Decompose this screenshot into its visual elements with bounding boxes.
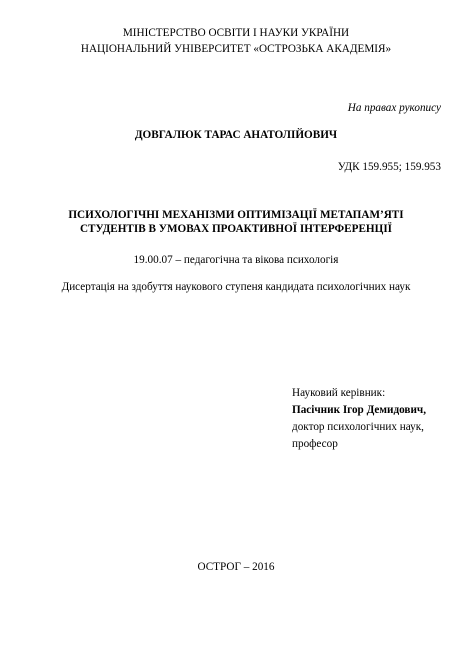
advisor-rank: професор xyxy=(292,438,338,450)
university-line: НАЦІОНАЛЬНИЙ УНІВЕРСИТЕТ «ОСТРОЗЬКА АКАДЕМІЯ» xyxy=(80,43,392,55)
manuscript-note: На правах рукопису xyxy=(347,102,441,114)
advisor-label: Науковий керівник: xyxy=(292,387,386,399)
thesis-title-line-1: ПСИХОЛОГІЧНІ МЕХАНІЗМИ ОПТИМІЗАЦІЇ МЕТАПАМ’ЯТІ xyxy=(68,209,404,221)
ministry-line: МІНІСТЕРСТВО ОСВІТИ І НАУКИ УКРАЇНИ xyxy=(122,27,350,39)
advisor-block xyxy=(292,385,426,453)
advisor-name: Пасічник Ігор Демидович, xyxy=(292,404,427,416)
thesis-title-line-2: СТУДЕНТІВ В УМОВАХ ПРОАКТИВНОЇ ІНТЕРФЕРЕНЦІЇ xyxy=(79,223,393,235)
degree-line: Дисертація на здобуття наукового ступеня кандидата психологічних наук xyxy=(61,281,411,293)
udc-code: УДК 159.955; 159.953 xyxy=(337,161,441,173)
author-name: ДОВГАЛЮК ТАРАС АНАТОЛІЙОВИЧ xyxy=(134,129,338,141)
specialty-line: 19.00.07 – педагогічна та вікова психологія xyxy=(133,254,339,266)
advisor-title: доктор психологічних наук, xyxy=(292,421,424,433)
city-year: ОСТРОГ – 2016 xyxy=(197,561,275,573)
